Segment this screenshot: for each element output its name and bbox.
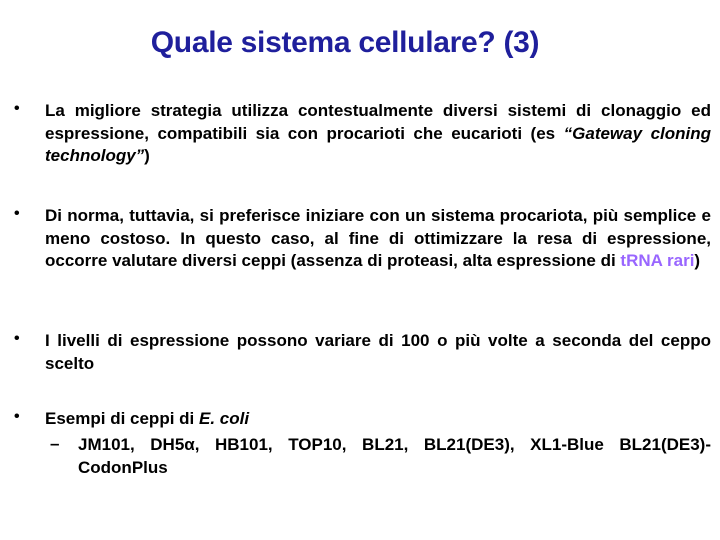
bullet-marker: • [14, 330, 20, 347]
bullet-text-2 [45, 205, 711, 273]
bullet-marker: • [14, 205, 20, 222]
bullet-1-italic: “Gateway cloning technology” [45, 123, 712, 165]
bullet-2-close: ) [694, 251, 701, 270]
bullet-2-highlight: tRNA rari [620, 251, 695, 270]
bullet-marker: • [14, 408, 20, 425]
bullet-text-3: I livelli di espressione possono variare di 100 o più volte a seconda del ceppo scelto [45, 331, 711, 373]
bullet-4-text: Esempi di ceppi di [45, 409, 199, 428]
bullet-marker: • [14, 100, 20, 117]
bullet-1-close: ) [144, 146, 150, 165]
bullet-text-4 [45, 408, 711, 431]
bullet-text-1 [45, 100, 711, 168]
bullet-1-text: La migliore strategia utilizza contestualmente diversi sistemi di clonaggio ed espressione, compatibili sia con procarioti che eucarioti (es [45, 101, 711, 143]
page-title: Quale sistema cellulare? (3) [150, 26, 540, 59]
bullet-2-text: Di norma, tuttavia, si preferisce iniziare con un sistema procariota, più semplice e meno costoso. In questo caso, al fine di ottimizzare la resa di espressione, occorre valutare diversi ceppi (assenza di proteasi, alta espressione di [45, 206, 711, 270]
sub-bullet-marker: – [50, 434, 60, 453]
bullet-4-italic: E. coli [198, 409, 250, 428]
strain-list: JM101, DH5α, HB101, TOP10, BL21, BL21(DE3), XL1-Blue BL21(DE3)-CodonPlus [78, 435, 711, 477]
